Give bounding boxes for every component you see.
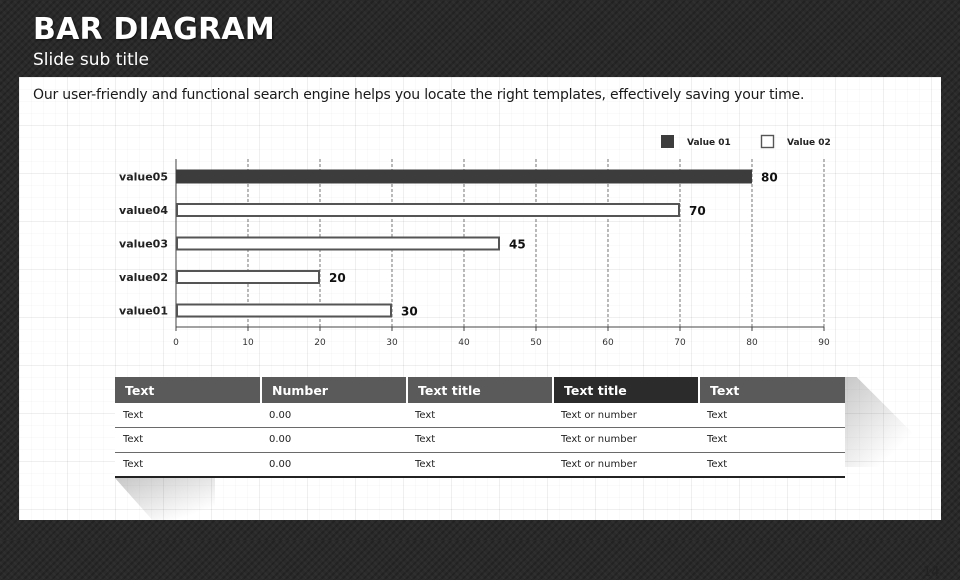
chart-legend (661, 135, 831, 148)
data-table (115, 377, 845, 478)
x-tick-label: 30 (386, 338, 398, 348)
data-label: 45 (509, 237, 526, 252)
table-cell: Text (115, 452, 261, 477)
legend-swatch (762, 136, 774, 148)
bar-chart (19, 77, 941, 367)
table-cell: Text (407, 403, 553, 428)
x-tick-label: 50 (530, 338, 542, 348)
data-label: 70 (689, 204, 706, 218)
x-tick-label: 70 (674, 338, 686, 348)
x-tick-label: 60 (602, 338, 614, 348)
bar-value04 (177, 204, 679, 216)
table-cell: 0.00 (261, 452, 407, 477)
header-cell: Text title (407, 377, 553, 403)
bar-value02 (177, 271, 319, 283)
content-panel (19, 77, 941, 580)
header-cell-highlighted: Text title (553, 377, 699, 403)
legend-label: Value 01 (687, 138, 731, 148)
data-label: 30 (401, 304, 418, 319)
x-tick-label: 40 (458, 338, 470, 348)
bar-value05 (176, 170, 752, 184)
bar-value01 (177, 305, 391, 317)
table-row (115, 403, 845, 428)
table-cell: Text (115, 403, 261, 428)
table-header-row (115, 377, 845, 403)
table-cell: Text or number (553, 403, 699, 428)
table-cell: Text (407, 452, 553, 477)
category-label: value01 (119, 304, 168, 318)
x-tick-label: 10 (242, 338, 254, 348)
table-cell: Text or number (553, 452, 699, 477)
x-tick-label: 20 (314, 338, 326, 348)
x-tick-label: 80 (746, 338, 758, 348)
data-label: 20 (329, 271, 346, 285)
slide-subtitle: Slide sub title (33, 50, 149, 70)
header-cell: Text (699, 377, 845, 403)
bar-value03 (177, 238, 499, 250)
table-cell: 0.00 (261, 428, 407, 453)
category-label: value04 (119, 204, 168, 217)
table-cell: Text (407, 428, 553, 453)
table-cell: Text or number (553, 428, 699, 453)
category-label: value03 (119, 237, 168, 251)
category-label: value05 (119, 170, 168, 184)
category-labels (119, 171, 168, 318)
legend-swatch (661, 135, 674, 148)
page-number: 14 (923, 565, 940, 580)
header-cell: Text (115, 377, 261, 403)
table-shadow (844, 377, 934, 467)
table-cell: Text (115, 428, 261, 453)
x-tick-label: 90 (818, 338, 830, 348)
data-label: 80 (761, 170, 778, 185)
legend-label: Value 02 (787, 138, 831, 148)
header-cell: Number (261, 377, 407, 403)
table-row (115, 428, 845, 453)
table-row (115, 452, 845, 477)
category-label: value02 (119, 271, 168, 284)
x-tick-label: 0 (173, 338, 179, 348)
body-text: Our user-friendly and functional search engine helps you locate the right templates, effectively saving your time. (33, 87, 805, 103)
table-cell: Text (699, 428, 845, 453)
table-cell: 0.00 (261, 403, 407, 428)
table-shadow-bottom (115, 478, 215, 523)
table-cell: Text (699, 452, 845, 477)
slide-title: BAR DIAGRAM (33, 12, 275, 47)
table-cell: Text (699, 403, 845, 428)
x-tick-labels (173, 338, 830, 348)
